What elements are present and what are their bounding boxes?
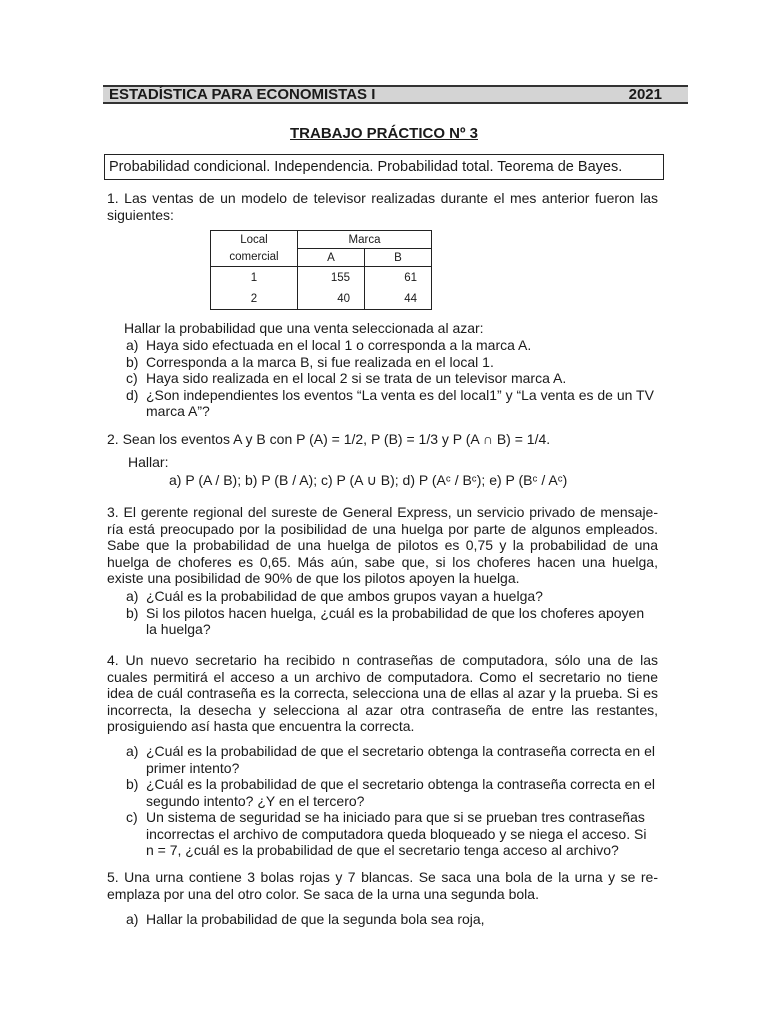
list-item: b) Corresponda a la marca B, si fue realizada en el local 1. (126, 353, 494, 370)
list-item: a) ¿Cuál es la probabilidad de que ambos grupos vayan a huelga? (126, 588, 543, 604)
table-row (211, 267, 432, 290)
table-row (211, 289, 432, 310)
ex1-items (126, 337, 658, 420)
list-item: b) Si los pilotos hacen huelga, ¿cuál es la probabilidad de que los choferes apoyen la huelga? (126, 604, 645, 637)
ex4-statement: 4. Un nuevo secretario ha recibido n contraseñas de computadora, sólo una de las cuales permitirá el acceso a un archivo de computadora. Como el secretario no tiene idea de cuál contraseña es la correcta, selecciona una de ellas al azar y la prueba. Si es incorrecta, la desecha y selecciona al azar otra contraseña de entre las restantes, prosiguiendo así hasta que encuentra la correcta. (107, 652, 658, 734)
course-title: ESTADÍSTICA PARA ECONOMISTAS I (109, 86, 376, 103)
ex1-prompt: Hallar la probabilidad que una venta seleccionada al azar: (124, 320, 484, 336)
table-header-b: B (365, 249, 432, 267)
ex2-statement: 2. Sean los eventos A y B con P (A) = 1/2, P (B) = 1/3 y P (A ∩ B) = 1/4. (107, 431, 551, 447)
table-header-local-2: comercial (211, 249, 298, 267)
list-item: b) ¿Cuál es la probabilidad de que el secretario obtenga la contraseña correcta en el segundo intento? ¿Y en el tercero? (126, 776, 655, 809)
table-cell-b: 61 (365, 267, 432, 290)
table-cell-b: 44 (365, 289, 432, 310)
list-item: c) Un sistema de seguridad se ha iniciado para que si se prueban tres contraseñas incorrectas el archivo de computadora queda bloqueado y se niega el acceso. Si n = 7, ¿cuál es la probabilidad de que el secretario tenga acceso al archivo? (126, 809, 647, 858)
table-cell-a: 40 (298, 289, 365, 310)
ex4-items (126, 743, 658, 859)
ex5-statement: 5. Una urna contiene 3 bolas rojas y 7 blancas. Se saca una bola de la urna y se re-emplaza por una del otro color. Se saca de la urna una segunda bola. (107, 869, 658, 902)
ex3-items (126, 588, 658, 638)
list-item: d) ¿Son independientes los eventos “La venta es del local1” y “La venta es de un TV marca A”? (126, 386, 654, 419)
table-cell-local: 1 (211, 267, 298, 290)
table-cell-a: 155 (298, 267, 365, 290)
table-cell-local: 2 (211, 289, 298, 310)
course-year: 2021 (628, 86, 662, 103)
topics-box: Probabilidad condicional. Independencia. Probabilidad total. Teorema de Bayes. (104, 154, 664, 180)
page-title: TRABAJO PRÁCTICO Nº 3 (290, 125, 478, 142)
list-item: a) Haya sido efectuada en el local 1 o corresponda a la marca A. (126, 337, 532, 353)
ex5-items (126, 911, 658, 928)
list-item: c) Haya sido realizada en el local 2 si se trata de un televisor marca A. (126, 370, 567, 386)
ex2-items: a) P (A / B); b) P (B / A); c) P (A ∪ B); d) P (Aᶜ / Bᶜ); e) P (Bᶜ / Aᶜ) (169, 472, 568, 488)
list-item: a) Hallar la probabilidad de que la segunda bola sea roja, (126, 911, 485, 927)
ex3-statement: 3. El gerente regional del sureste de General Express, un servicio privado de mensaje-ría está preocupado por la posibilidad de una huelga por parte de algunos empleados. Sabe que la probabilidad de una huelga de pilotos es 0,75 y la probabilidad de una huelga de choferes es 0,65. Más aún, sabe que, si los choferes hacen una huelga, existe una posibilidad de 90% de que los pilotos apoyen la huelga. (107, 504, 658, 586)
table-header-a: A (298, 249, 365, 267)
ex1-statement: 1. Las ventas de un modelo de televisor realizadas durante el mes anterior fueron las siguientes: (107, 190, 658, 223)
sales-table (210, 230, 432, 310)
list-item: a) ¿Cuál es la probabilidad de que el secretario obtenga la contraseña correcta en el primer intento? (126, 743, 655, 776)
table-header-marca: Marca (298, 231, 432, 249)
table-header-local-1: Local (211, 231, 298, 249)
course-header (103, 85, 688, 104)
ex2-prompt: Hallar: (128, 454, 169, 470)
